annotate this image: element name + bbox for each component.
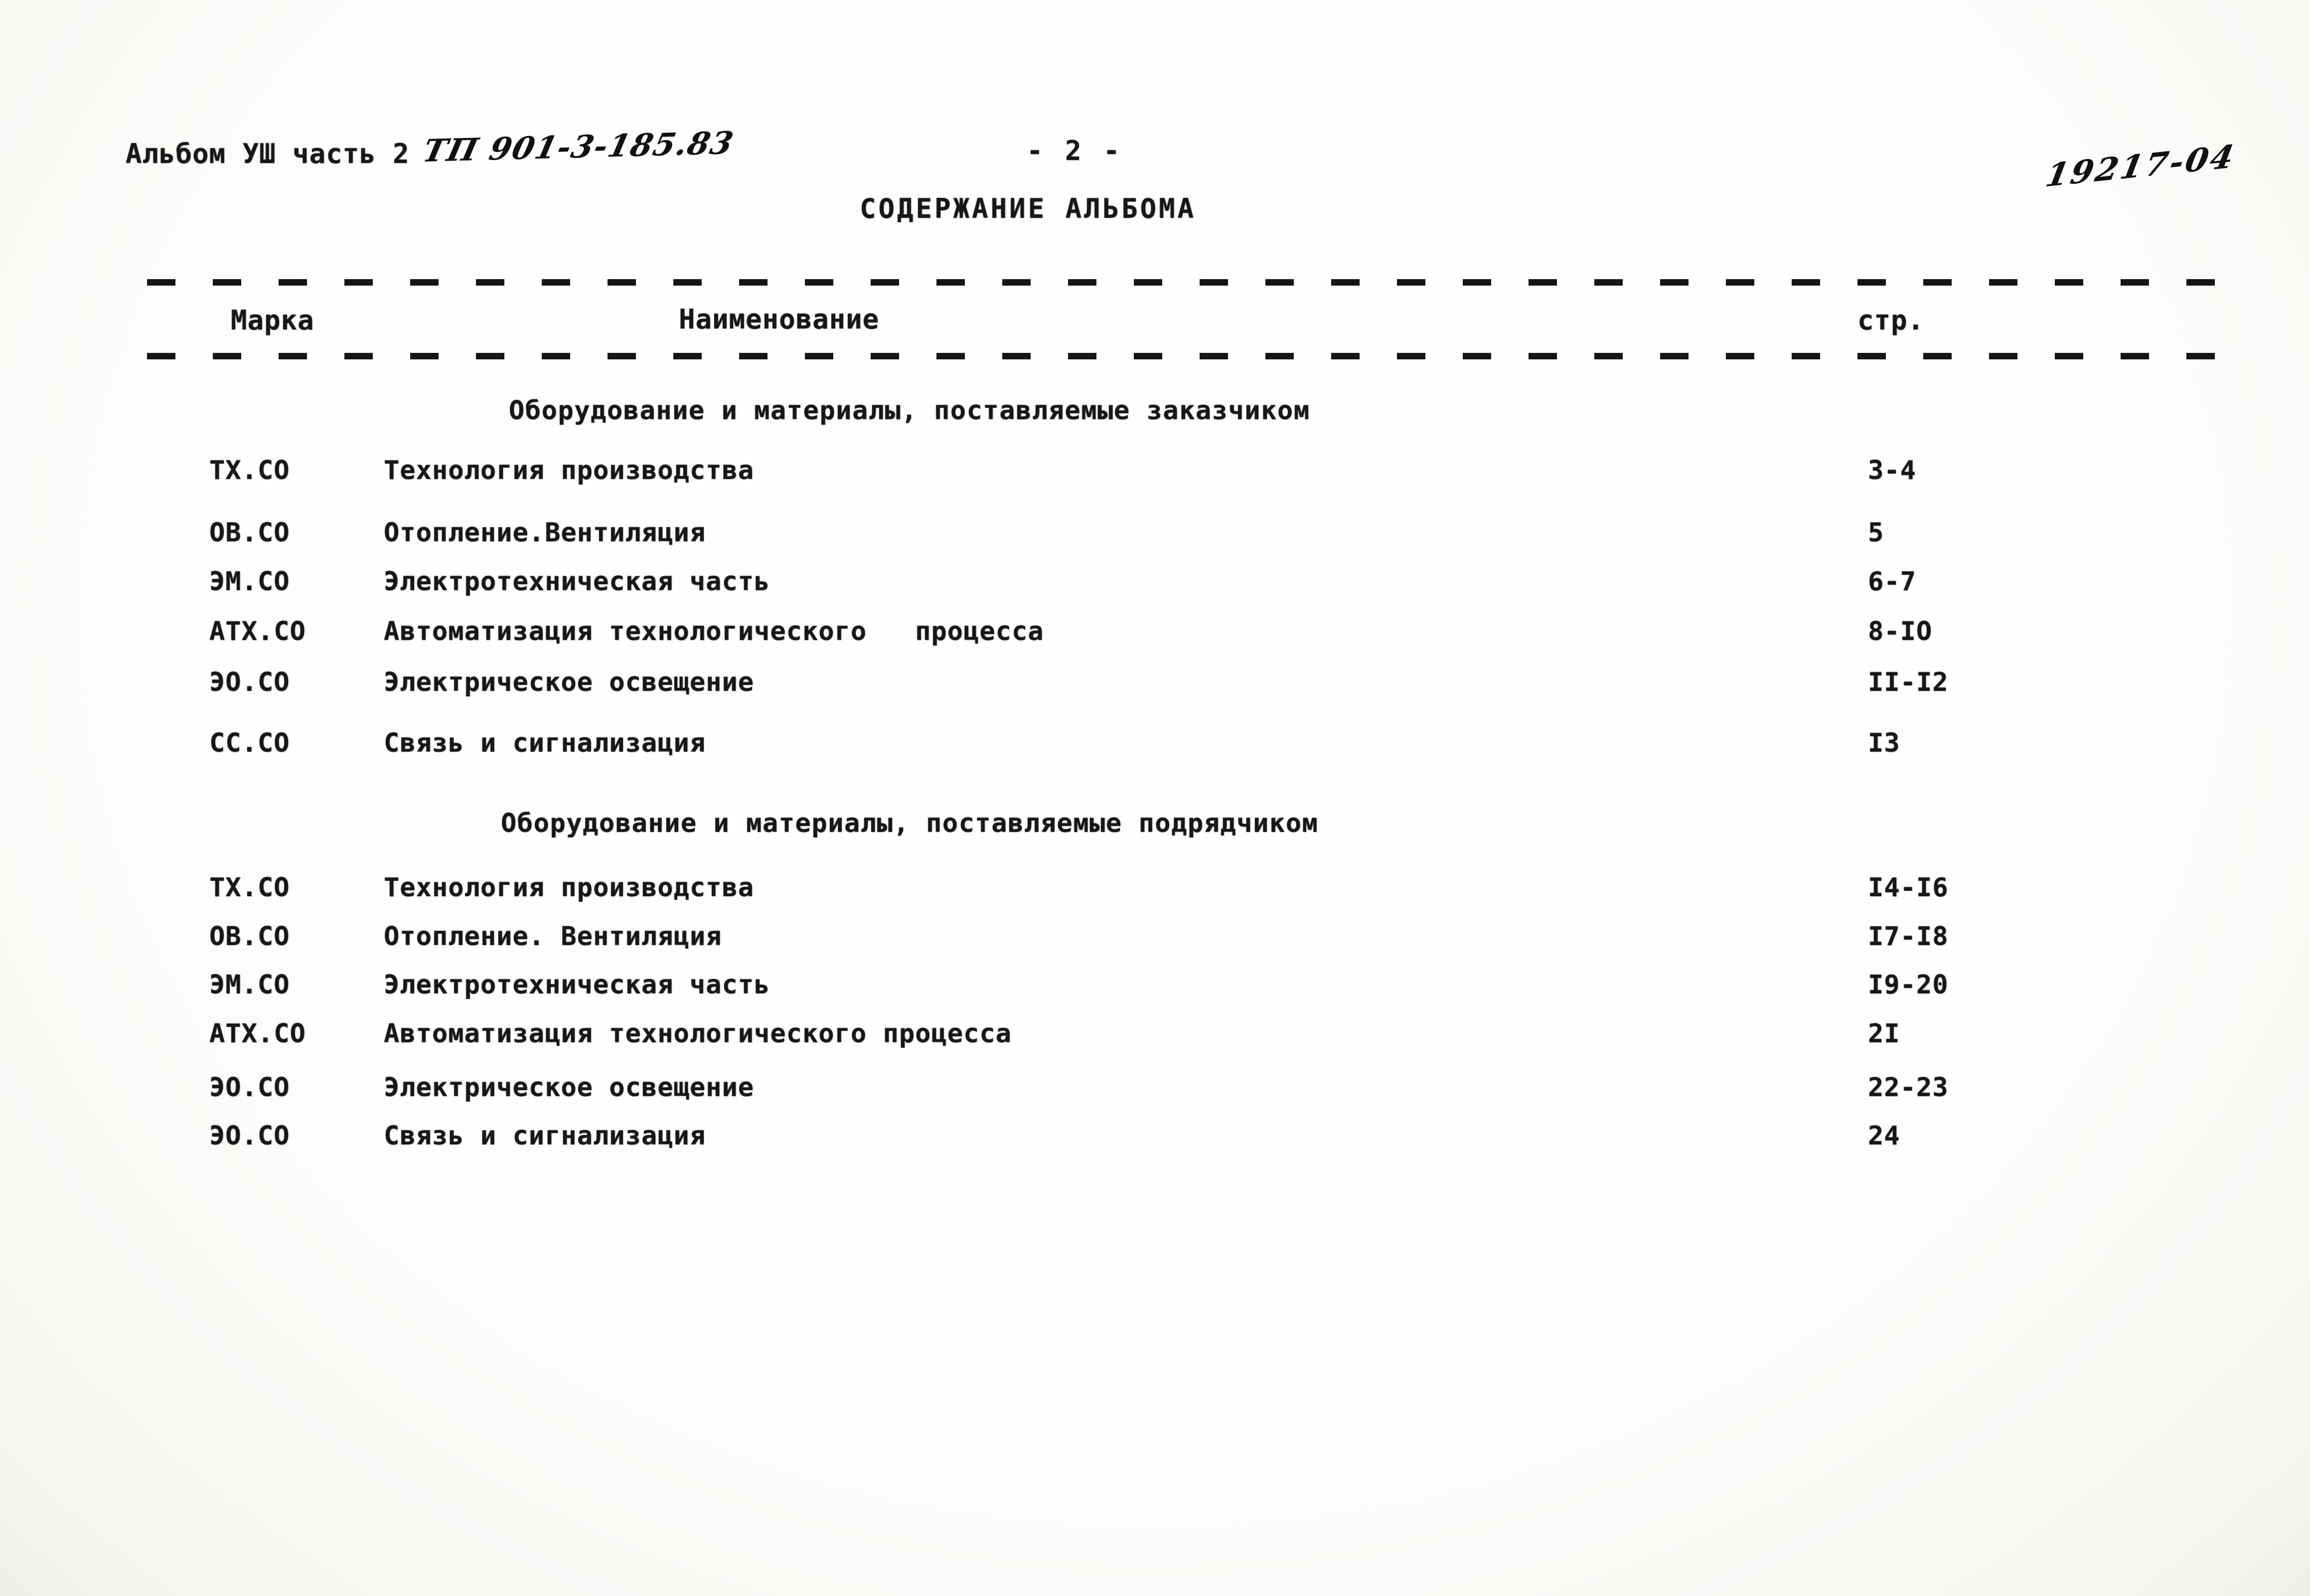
page-cell: I9-20	[1868, 970, 1949, 1000]
table-row	[0, 518, 2310, 553]
page-cell: I3	[1868, 728, 1900, 758]
page-cell: I4-I6	[1868, 873, 1949, 903]
name-cell: Электрическое освещение	[384, 1073, 755, 1103]
column-header-page: стр.	[1857, 305, 1925, 336]
table-row	[0, 970, 2310, 1005]
table-row	[0, 1121, 2310, 1156]
page-cell: II-I2	[1868, 667, 1949, 697]
table-row	[0, 922, 2310, 957]
name-cell: Отопление.Вентиляция	[384, 518, 706, 548]
section-title-contractor: Оборудование и материалы, поставляемые подрядчиком	[501, 808, 1319, 838]
mark-cell: ЭМ.СО	[209, 567, 290, 597]
table-row	[0, 1019, 2310, 1054]
page-cell: 2I	[1868, 1019, 1900, 1049]
table-row	[0, 617, 2310, 652]
name-cell: Электрическое освещение	[384, 667, 755, 697]
name-cell: Электротехническая часть	[384, 567, 770, 597]
mark-cell: ТХ.СО	[209, 456, 290, 485]
name-cell: Автоматизация технологического процесса	[384, 1019, 1012, 1049]
mark-cell: ОВ.СО	[209, 922, 290, 952]
mark-cell: ТХ.СО	[209, 873, 290, 903]
table-row	[0, 873, 2310, 908]
page-cell: I7-I8	[1868, 922, 1949, 952]
page-cell: 6-7	[1868, 567, 1916, 597]
column-header-name: Наименование	[679, 304, 880, 335]
table-rule-top	[147, 279, 2228, 286]
table-row	[0, 668, 2310, 703]
table-row	[0, 1073, 2310, 1108]
column-header-mark: Марка	[231, 305, 314, 336]
inventory-number-handwritten: 19217-04	[2042, 138, 2239, 195]
mark-cell: АТХ.СО	[209, 617, 306, 646]
project-code-handwritten: ТП 901-3-185.83	[419, 124, 738, 169]
page-number: - 2 -	[1027, 135, 1123, 166]
mark-cell: ЭО.СО	[209, 1121, 290, 1151]
mark-cell: ЭМ.СО	[209, 970, 290, 1000]
name-cell: Связь и сигнализация	[384, 1121, 706, 1151]
page-cell: 3-4	[1868, 456, 1916, 485]
table-row	[0, 567, 2310, 602]
table-rule-bottom	[147, 353, 2228, 359]
page-cell: 5	[1868, 518, 1884, 548]
name-cell: Технология производства	[384, 456, 755, 485]
page-cell: 8-IO	[1868, 617, 1933, 646]
mark-cell: ЭО.СО	[209, 667, 290, 697]
page-cell: 24	[1868, 1121, 1900, 1151]
section-title-customer: Оборудование и материалы, поставляемые заказчиком	[509, 396, 1310, 426]
name-cell: Отопление. Вентиляция	[384, 922, 722, 952]
name-cell: Связь и сигнализация	[384, 728, 706, 758]
name-cell: Электротехническая часть	[384, 970, 770, 1000]
name-cell: Автоматизация технологического процесса	[384, 617, 1044, 646]
table-row	[0, 456, 2310, 491]
table-row	[0, 729, 2310, 764]
mark-cell: СС.СО	[209, 728, 290, 758]
album-label: Альбом УШ часть 2	[126, 138, 410, 169]
mark-cell: ЭО.СО	[209, 1073, 290, 1103]
page-cell: 22-23	[1868, 1073, 1949, 1103]
mark-cell: ОВ.СО	[209, 518, 290, 548]
document-title: СОДЕРЖАНИЕ АЛЬБОМА	[860, 193, 1197, 224]
mark-cell: АТХ.СО	[209, 1019, 306, 1049]
name-cell: Технология производства	[384, 873, 755, 903]
